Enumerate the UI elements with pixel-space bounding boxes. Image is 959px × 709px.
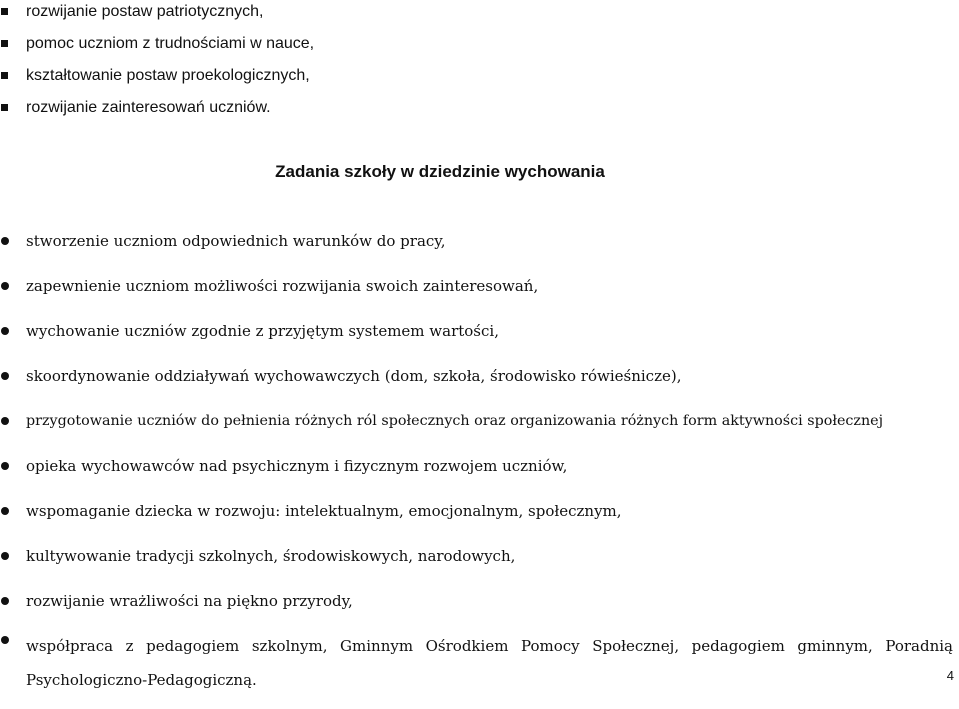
square-bullet-icon — [1, 40, 8, 47]
list-item-text: kształtowanie postaw proekologicznych, — [26, 67, 310, 84]
list-item-text: opieka wychowawców nad psychicznym i fizycznym rozwojem uczniów, — [26, 457, 568, 475]
list-item-text: rozwijanie zainteresowań uczniów. — [26, 99, 271, 116]
list-item-text: wychowanie uczniów zgodnie z przyjętym systemem wartości, — [26, 322, 499, 340]
list-item — [0, 455, 959, 488]
list-item-text: skoordynowanie oddziaływań wychowawczych (dom, szkoła, środowisko rówieśnicze), — [26, 367, 682, 385]
section-heading: Zadania szkoły w dziedzinie wychowania — [275, 162, 605, 181]
list-item — [0, 410, 959, 443]
square-bullet-icon — [1, 72, 8, 79]
list-item — [0, 230, 959, 263]
list-item — [0, 365, 959, 398]
round-bullet-icon — [1, 372, 9, 380]
list-item — [0, 545, 959, 578]
list-item — [0, 629, 959, 697]
round-bullet-icon — [1, 462, 9, 470]
round-bullet-icon — [1, 417, 9, 425]
list-item — [0, 590, 959, 623]
goals-list — [0, 2, 314, 130]
round-bullet-icon — [1, 552, 9, 560]
round-bullet-icon — [1, 282, 9, 290]
list-item — [0, 34, 314, 66]
list-item-text: pomoc uczniom z trudnościami w nauce, — [26, 35, 315, 52]
list-item-text: współpraca z pedagogiem szkolnym, Gminnym Ośrodkiem Pomocy Społecznej, pedagogiem gminnym, Poradnią Psychologiczno-Pedagogiczną. — [26, 637, 953, 689]
round-bullet-icon — [1, 597, 9, 605]
list-item — [0, 2, 314, 34]
round-bullet-icon — [1, 327, 9, 335]
list-item — [0, 320, 959, 353]
list-item-text: wspomaganie dziecka w rozwoju: intelektualnym, emocjonalnym, społecznym, — [26, 502, 622, 520]
list-item — [0, 275, 959, 308]
square-bullet-icon — [1, 104, 8, 111]
list-item-text: rozwijanie postaw patriotycznych, — [26, 3, 264, 20]
round-bullet-icon — [1, 636, 9, 644]
list-item-text: rozwijanie wrażliwości na piękno przyrody, — [26, 592, 353, 610]
tasks-list — [0, 230, 959, 709]
round-bullet-icon — [1, 237, 9, 245]
page-number: 4 — [946, 668, 954, 683]
round-bullet-icon — [1, 507, 9, 515]
list-item-text: kultywowanie tradycji szkolnych, środowiskowych, narodowych, — [26, 547, 516, 565]
list-item — [0, 66, 314, 98]
list-item-text: zapewnienie uczniom możliwości rozwijania swoich zainteresowań, — [26, 277, 539, 295]
list-item — [0, 98, 314, 130]
list-item-text: przygotowanie uczniów do pełnienia różnych ról społecznych oraz organizowania różnych form aktywności społecznej — [26, 413, 884, 429]
square-bullet-icon — [1, 8, 8, 15]
list-item — [0, 500, 959, 533]
list-item-text: stworzenie uczniom odpowiednich warunków do pracy, — [26, 232, 446, 250]
